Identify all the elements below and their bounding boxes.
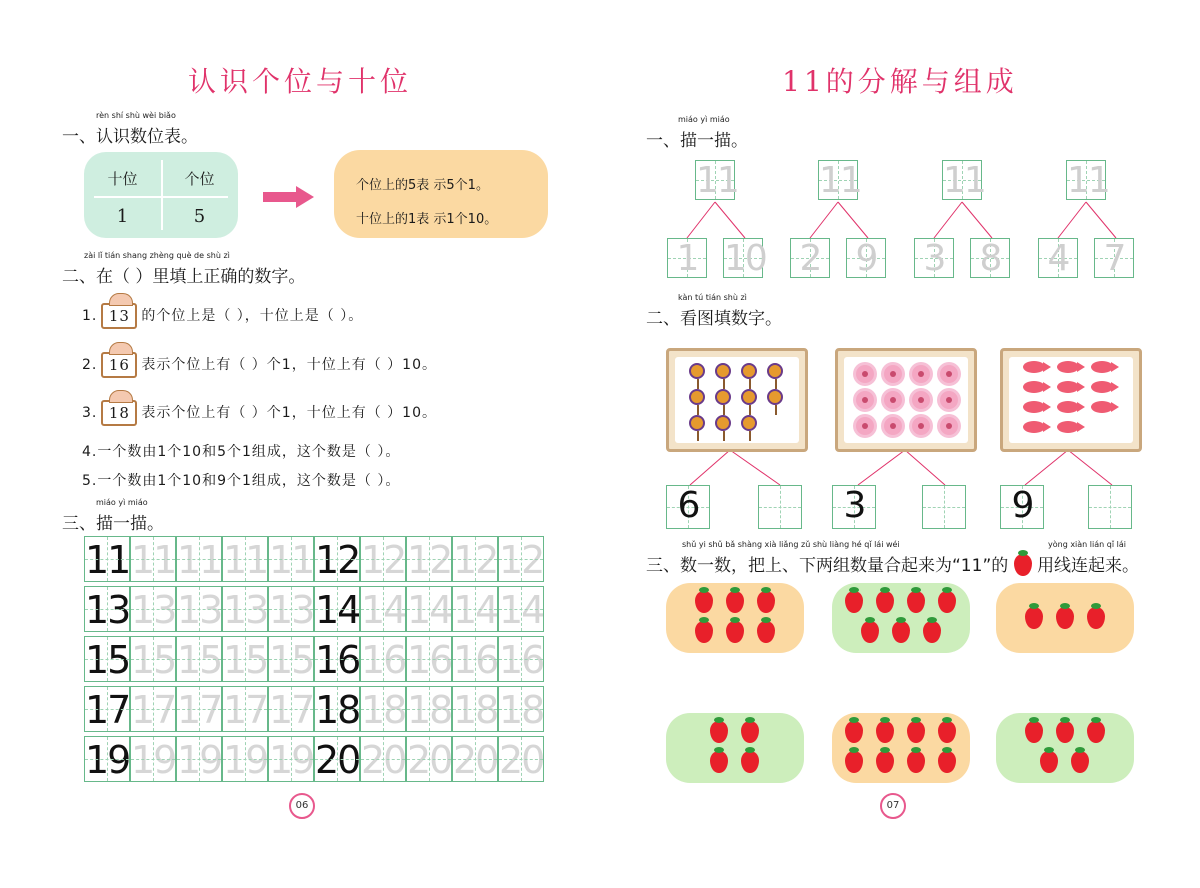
tracing-practice-cell[interactable]: 16 [407, 638, 452, 682]
tracing-practice-cell[interactable]: 18 [407, 688, 452, 732]
question-4: 4.一个数由1个10和5个1组成，这个数是（ ）。 [82, 444, 401, 460]
trace-part-a[interactable]: 3 [914, 238, 954, 278]
tracing-practice-cell[interactable]: 11 [223, 538, 268, 582]
strawberry-icon [876, 751, 894, 773]
fish-icon [1057, 421, 1079, 433]
tracing-practice-cell[interactable]: 11 [269, 538, 314, 582]
strawberry-icon [695, 621, 713, 643]
answer-box: 6 [666, 485, 710, 529]
tracing-practice-cell[interactable]: 11 [131, 538, 176, 582]
strawberry-group[interactable] [996, 713, 1134, 783]
question-5: 5.一个数由1个10和9个1组成，这个数是（ ）。 [82, 473, 401, 489]
tracing-practice-cell[interactable]: 11 [177, 538, 222, 582]
strawberry-group[interactable] [666, 713, 804, 783]
flower-icon [940, 391, 958, 409]
section-3-heading: miáo yì miáo 三、描一描。 [62, 498, 164, 534]
trace-top-number[interactable]: 11 [1067, 160, 1109, 201]
tracing-practice-cell[interactable]: 13 [131, 588, 176, 632]
tracing-grid [84, 536, 544, 786]
flower-icon [884, 417, 902, 435]
tracing-practice-cell[interactable]: 16 [361, 638, 406, 682]
ones-value: 5 [193, 206, 206, 227]
section-2-heading: zài lǐ tián shang zhèng què de shù zì 二、在（ ）里填上正确的数字。 [62, 251, 306, 287]
strawberry-group[interactable] [996, 583, 1134, 653]
pig-head-icon: 13 [101, 303, 137, 329]
section-1-heading: miáo yì miáo 一、描一描。 [646, 115, 748, 151]
tracing-practice-cell[interactable]: 20 [453, 738, 498, 782]
lollipop-icon [767, 389, 783, 405]
explanation-bubble: 个位上的5表 示5个1。 十位上的1表 示1个10。 [334, 150, 548, 238]
ones-header: 个位 [184, 170, 215, 188]
trace-part-b[interactable]: 9 [846, 238, 886, 278]
tracing-practice-cell[interactable]: 14 [361, 588, 406, 632]
tracing-row [84, 536, 544, 582]
answer-box-empty[interactable] [1088, 485, 1132, 529]
lollipop-icon [689, 363, 705, 379]
tracing-model-digit: 13 [85, 588, 130, 632]
tracing-practice-cell[interactable]: 16 [499, 638, 544, 682]
tracing-model-digit: 16 [315, 638, 360, 682]
question-3: 3. 18 表示个位上有（ ）个1，十位上有（ ）10。 [82, 400, 437, 426]
trace-top-number[interactable]: 11 [943, 160, 985, 201]
tracing-practice-cell[interactable]: 20 [361, 738, 406, 782]
flower-icon [884, 391, 902, 409]
strawberry-icon [1056, 721, 1074, 743]
trace-part-a[interactable]: 4 [1038, 238, 1078, 278]
fish-tray [1000, 348, 1142, 452]
flower-icon [856, 391, 874, 409]
strawberry-icon [876, 721, 894, 743]
answer-box: 9 [1000, 485, 1044, 529]
tens-header: 十位 [107, 170, 138, 188]
pig-head-icon: 18 [101, 400, 137, 426]
strawberry-icon [907, 591, 925, 613]
fish-icon [1057, 401, 1079, 413]
strawberry-icon [710, 721, 728, 743]
strawberry-icon [1056, 607, 1074, 629]
strawberry-group[interactable] [832, 713, 970, 783]
strawberry-icon [1087, 607, 1105, 629]
strawberry-icon [845, 751, 863, 773]
lollipop-icon [741, 389, 757, 405]
answer-box-empty[interactable] [758, 485, 802, 529]
fish-icon [1091, 401, 1113, 413]
page-number: 07 [880, 793, 906, 819]
tracing-practice-cell[interactable]: 16 [453, 638, 498, 682]
trace-part-a[interactable]: 2 [790, 238, 830, 278]
tracing-practice-cell[interactable]: 14 [499, 588, 544, 632]
strawberry-icon [1025, 721, 1043, 743]
tracing-practice-cell[interactable]: 14 [453, 588, 498, 632]
tens-value: 1 [116, 206, 129, 227]
lollipop-icon [741, 415, 757, 431]
tracing-row [84, 736, 544, 782]
strawberry-icon [845, 591, 863, 613]
answer-box: 3 [832, 485, 876, 529]
trace-part-b[interactable]: 10 [724, 238, 766, 279]
page-number: 06 [289, 793, 315, 819]
tracing-row [84, 636, 544, 682]
flower-icon [912, 365, 930, 383]
tracing-practice-cell[interactable]: 17 [269, 688, 314, 732]
strawberry-icon [938, 591, 956, 613]
tracing-practice-cell[interactable]: 18 [453, 688, 498, 732]
flower-icon [884, 365, 902, 383]
page-title: 11的分解与组成 [782, 65, 1018, 98]
tracing-practice-cell[interactable]: 18 [361, 688, 406, 732]
tracing-model-digit: 11 [85, 538, 130, 582]
strawberry-icon [938, 721, 956, 743]
flower-tray [835, 348, 977, 452]
strawberry-icon [938, 751, 956, 773]
tracing-practice-cell[interactable]: 12 [499, 538, 544, 582]
trace-part-b[interactable]: 7 [1094, 238, 1134, 278]
tracing-practice-cell[interactable]: 15 [223, 638, 268, 682]
right-page [600, 0, 1200, 888]
trace-top-number[interactable]: 11 [819, 160, 861, 201]
tracing-practice-cell[interactable]: 15 [177, 638, 222, 682]
fish-icon [1023, 401, 1045, 413]
pig-head-icon: 16 [101, 352, 137, 378]
fish-icon [1023, 381, 1045, 393]
strawberry-icon [907, 721, 925, 743]
lollipop-icon [741, 363, 757, 379]
strawberry-icon [741, 721, 759, 743]
tracing-model-digit: 20 [315, 738, 360, 782]
tracing-practice-cell[interactable]: 13 [269, 588, 314, 632]
lollipop-icon [715, 415, 731, 431]
section-3-heading: shǔ yi shǔ bǎ shàng xià liǎng zǔ shù liàng hé qǐ lái wéi 三、数一数，把上、下两组数量合起来为“11”的 yòng xiàn lián qǐ lái 用线连起来。 [646, 540, 1140, 576]
strawberry-icon [892, 621, 910, 643]
tracing-model-digit: 17 [85, 688, 130, 732]
tracing-practice-cell[interactable]: 15 [131, 638, 176, 682]
flower-icon [856, 365, 874, 383]
tracing-practice-cell[interactable]: 17 [223, 688, 268, 732]
lollipop-icon [715, 389, 731, 405]
strawberry-icon [757, 621, 775, 643]
tracing-row [84, 586, 544, 632]
strawberry-icon [861, 621, 879, 643]
page-title: 认识个位与十位 [187, 65, 412, 98]
tracing-row [84, 686, 544, 732]
strawberry-icon [1071, 751, 1089, 773]
trace-part-a[interactable]: 1 [667, 238, 707, 278]
strawberry-icon [907, 751, 925, 773]
tracing-practice-cell[interactable]: 20 [407, 738, 452, 782]
fish-icon [1023, 361, 1045, 373]
lollipop-icon [689, 415, 705, 431]
strawberry-icon [876, 591, 894, 613]
flower-icon [940, 365, 958, 383]
fish-icon [1091, 361, 1113, 373]
flower-icon [912, 391, 930, 409]
strawberry-icon [726, 591, 744, 613]
question-2: 2. 16 表示个位上有（ ）个1，十位上有（ ）10。 [82, 352, 437, 378]
strawberry-group[interactable] [832, 583, 970, 653]
fish-icon [1023, 421, 1045, 433]
tracing-model-digit: 14 [315, 588, 360, 632]
strawberry-icon [741, 751, 759, 773]
strawberry-icon [1040, 751, 1058, 773]
arrow-right-icon-head [296, 186, 314, 208]
tracing-practice-cell[interactable]: 14 [407, 588, 452, 632]
strawberry-icon [710, 751, 728, 773]
fish-icon [1057, 361, 1079, 373]
tracing-practice-cell[interactable]: 12 [361, 538, 406, 582]
tracing-model-digit: 15 [85, 638, 130, 682]
section-1-heading: rèn shí shù wèi biǎo 一、认识数位表。 [62, 111, 198, 147]
strawberry-icon [757, 591, 775, 613]
tracing-model-digit: 12 [315, 538, 360, 582]
place-value-table [84, 152, 238, 238]
lollipop-icon [767, 363, 783, 379]
tracing-practice-cell[interactable]: 19 [223, 738, 268, 782]
strawberry-icon [1087, 721, 1105, 743]
tracing-practice-cell[interactable]: 19 [131, 738, 176, 782]
section-2-heading: kàn tú tián shù zì 二、看图填数字。 [646, 293, 782, 329]
question-1: 1. 13 的个位上是（ ），十位上是（ ）。 [82, 303, 363, 329]
strawberry-icon [1014, 554, 1032, 576]
fish-icon [1091, 381, 1113, 393]
arrow-right-icon [263, 192, 297, 202]
tracing-practice-cell[interactable]: 20 [499, 738, 544, 782]
tracing-practice-cell[interactable]: 15 [269, 638, 314, 682]
strawberry-group[interactable] [666, 583, 804, 653]
lollipop-icon [715, 363, 731, 379]
flower-icon [912, 417, 930, 435]
tracing-practice-cell[interactable]: 13 [177, 588, 222, 632]
tracing-practice-cell[interactable]: 12 [453, 538, 498, 582]
tracing-practice-cell[interactable]: 18 [499, 688, 544, 732]
tracing-practice-cell[interactable]: 17 [131, 688, 176, 732]
lollipop-tray [666, 348, 808, 452]
strawberry-icon [726, 621, 744, 643]
strawberry-icon [695, 591, 713, 613]
tracing-practice-cell[interactable]: 13 [223, 588, 268, 632]
tracing-practice-cell[interactable]: 19 [269, 738, 314, 782]
fish-icon [1057, 381, 1079, 393]
trace-part-b[interactable]: 8 [970, 238, 1010, 278]
lollipop-icon [689, 389, 705, 405]
tracing-model-digit: 19 [85, 738, 130, 782]
trace-top-number[interactable]: 11 [696, 160, 738, 201]
strawberry-icon [1025, 607, 1043, 629]
strawberry-icon [923, 621, 941, 643]
tracing-practice-cell[interactable]: 12 [407, 538, 452, 582]
strawberry-icon [845, 721, 863, 743]
flower-icon [856, 417, 874, 435]
tracing-model-digit: 18 [315, 688, 360, 732]
tracing-practice-cell[interactable]: 17 [177, 688, 222, 732]
tracing-practice-cell[interactable]: 19 [177, 738, 222, 782]
answer-box-empty[interactable] [922, 485, 966, 529]
flower-icon [940, 417, 958, 435]
